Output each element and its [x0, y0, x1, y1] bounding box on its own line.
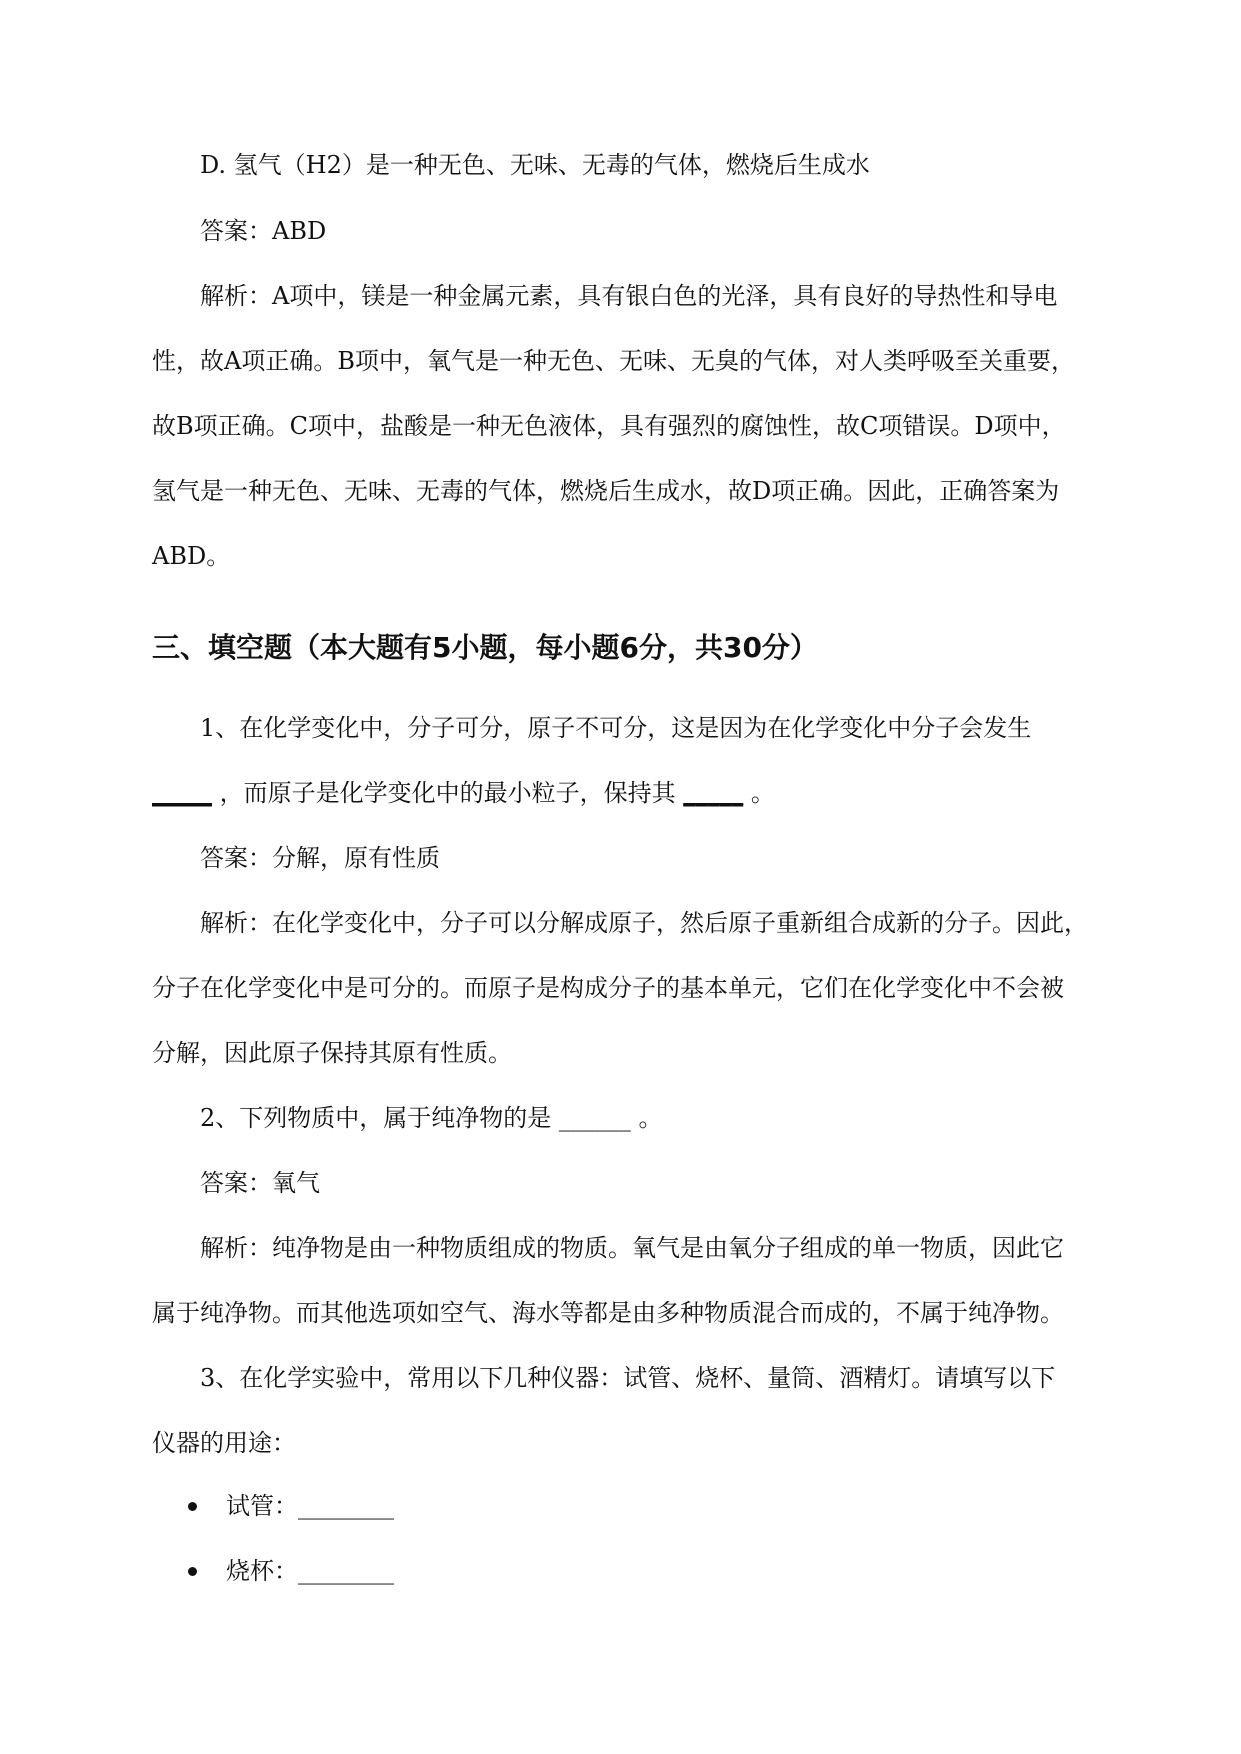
- answer-text: 答案：分解，原有性质: [200, 844, 440, 872]
- analysis-line: 性，故A项正确。B项中，氧气是一种无色、无味、无臭的气体，对人类呼吸至关重要，: [152, 347, 1075, 375]
- option-d: D. 氢气（H2）是一种无色、无味、无毒的气体，燃烧后生成水: [200, 151, 870, 179]
- analysis-line: 解析：A项中，镁是一种金属元素，具有银白色的光泽，具有良好的导热性和导电: [200, 282, 1058, 310]
- answer-text: 答案：氧气: [200, 1169, 320, 1197]
- analysis-line: 分解，因此原子保持其原有性质。: [152, 1039, 512, 1067]
- question-1-text-end: 。: [743, 779, 775, 807]
- section-heading: 三、填空题（本大题有5小题，每小题6分，共30分）: [152, 631, 818, 664]
- analysis-line: 解析：在化学变化中，分子可以分解成原子，然后原子重新组合成新的分子。因此，: [200, 909, 1088, 937]
- list-item: 烧杯：________: [226, 1557, 394, 1585]
- analysis-line: 故B项正确。C项中，盐酸是一种无色液体，具有强烈的腐蚀性，故C项错误。D项中，: [152, 412, 1066, 440]
- bullet-icon: [188, 1502, 197, 1511]
- analysis-line: 氢气是一种无色、无味、无毒的气体，燃烧后生成水，故D项正确。因此，正确答案为: [152, 477, 1060, 505]
- bullet-icon: [188, 1567, 197, 1576]
- fill-blank[interactable]: _____: [683, 778, 744, 807]
- analysis-line: 属于纯净物。而其他选项如空气、海水等都是由多种物质混合而成的，不属于纯净物。: [152, 1299, 1064, 1327]
- question-1-line-2: [152, 778, 775, 808]
- answer-text: 答案：ABD: [200, 217, 327, 245]
- question-1-text: ，而原子是化学变化中的最小粒子，保持其: [212, 779, 684, 807]
- analysis-line: 解析：纯净物是由一种物质组成的物质。氧气是由氧分子组成的单一物质，因此它: [200, 1234, 1064, 1262]
- question-2-line: 2、下列物质中，属于纯净物的是 ______ 。: [200, 1104, 663, 1132]
- analysis-line: 分子在化学变化中是可分的。而原子是构成分子的基本单元，它们在化学变化中不会被: [152, 974, 1064, 1002]
- question-1-line: 1、在化学变化中，分子可分，原子不可分，这是因为在化学变化中分子会发生: [200, 714, 1032, 742]
- question-3-line: 3、在化学实验中，常用以下几种仪器：试管、烧杯、量筒、酒精灯。请填写以下: [200, 1364, 1056, 1392]
- analysis-line: ABD。: [152, 542, 231, 570]
- list-item: 试管：________: [226, 1492, 394, 1520]
- fill-blank[interactable]: _____: [152, 778, 212, 807]
- question-3-line: 仪器的用途：: [152, 1429, 296, 1457]
